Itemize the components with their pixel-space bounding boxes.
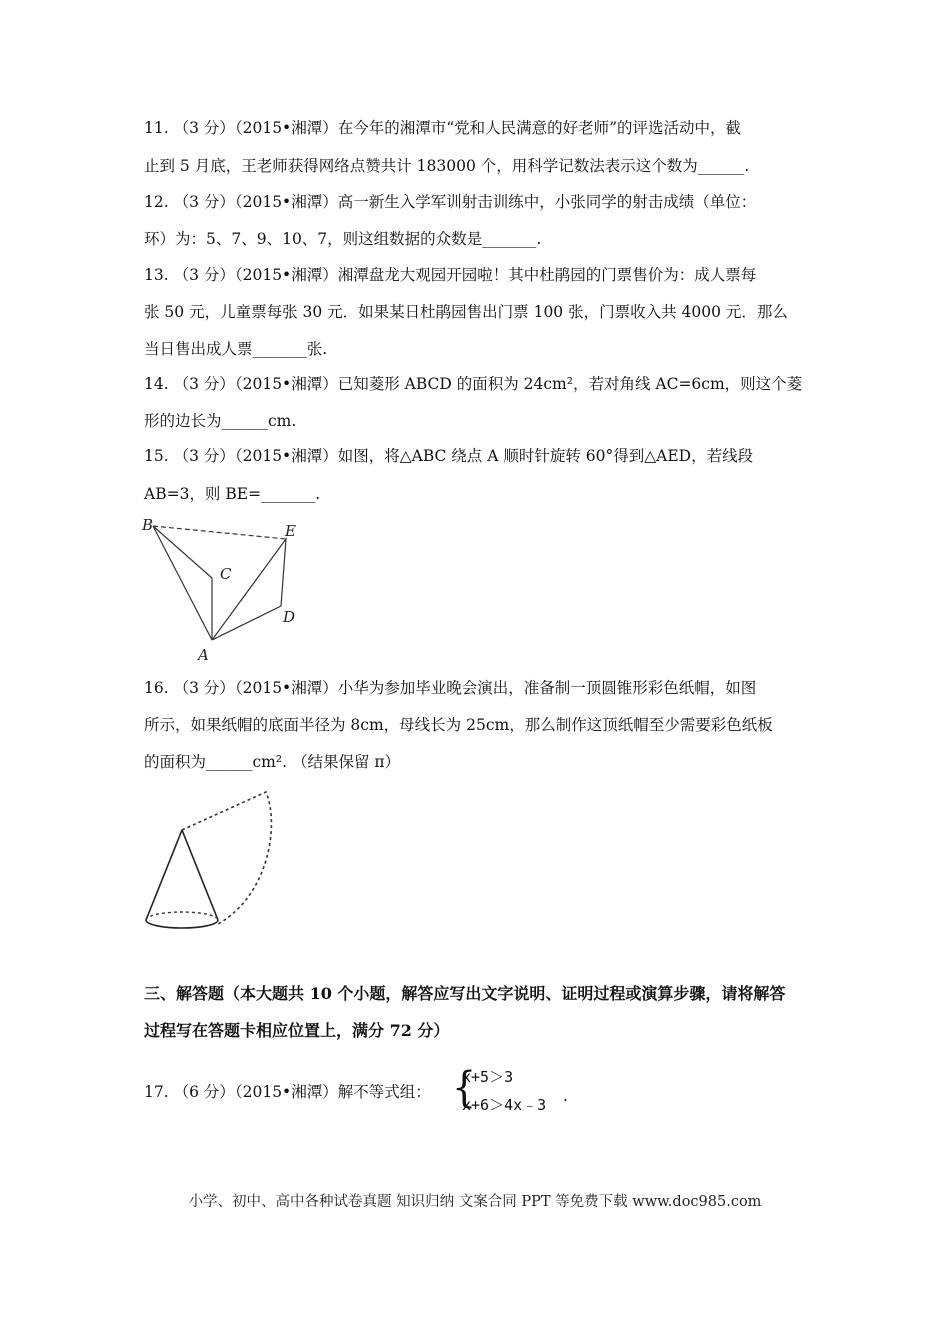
label-C: C — [220, 565, 232, 583]
q13-line3: 当日售出成人票_______张. — [144, 340, 328, 358]
q14-line1: 14. （3 分）（2015•湘潭）已知菱形 ABCD 的面积为 24cm²，若对角线 AC=6cm，则这个菱 — [144, 375, 803, 393]
q16-cone-figure — [138, 786, 278, 936]
q13-line1: 13. （3 分）（2015•湘潭）湘潭盘龙大观园开园啦！其中杜鹃园的门票售价为：成人票每 — [144, 266, 757, 284]
cone-base-back — [146, 912, 218, 920]
q14-line2: 形的边长为______cm. — [144, 412, 297, 430]
label-A: A — [198, 646, 209, 664]
section3-line2: 过程写在答题卡相应位置上，满分 72 分） — [144, 1021, 450, 1040]
q17-inequality-1: x+5＞3 — [462, 1068, 514, 1086]
q16-line1: 16. （3 分）（2015•湘潭）小华为参加毕业晚会演出，准备制一顶圆锥形彩色纸帽，如图 — [144, 679, 757, 697]
label-D: D — [283, 608, 296, 626]
q16-line3: 的面积为______cm². （结果保留 π） — [144, 753, 401, 771]
cone-right-side — [182, 830, 218, 920]
triangle-ABC — [153, 526, 212, 640]
section3-line1: 三、解答题（本大题共 10 个小题，解答应写出文字说明、证明过程或演算步骤，请将解答 — [144, 984, 786, 1003]
label-B: B — [142, 516, 154, 534]
sector-outline — [182, 792, 271, 924]
q13-line2: 张 50 元，儿童票每张 30 元．如果某日杜鹃园售出门票 100 张，门票收入共 4000 元．那么 — [144, 303, 788, 321]
footer: 小学、初中、高中各种试卷真题 知识归纳 文案合同 PPT 等免费下载 www.doc985.com — [188, 1194, 762, 1210]
q12-line1: 12. （3 分）（2015•湘潭）高一新生入学军训射击训练中，小张同学的射击成绩（单位： — [144, 193, 757, 211]
cone-left-side — [146, 830, 182, 920]
q15-figure — [138, 512, 308, 668]
triangle-AED — [212, 539, 286, 640]
cone-base-front — [146, 920, 218, 928]
q12-line2: 环）为：5、7、9、10、7，则这组数据的众数是_______. — [144, 230, 542, 248]
system-brace: { — [452, 1062, 477, 1112]
q17-inequality-2: x+6＞4x﹣3 — [462, 1096, 547, 1114]
q15-line2: AB=3，则 BE=_______. — [144, 485, 321, 503]
q16-line2: 所示，如果纸帽的底面半径为 8cm，母线长为 25cm，那么制作这顶纸帽至少需要彩色纸板 — [144, 716, 773, 734]
q15-line1: 15. （3 分）（2015•湘潭）如图，将△ABC 绕点 A 顺时针旋转 60°得到△AED，若线段 — [144, 447, 754, 465]
segment-BE — [153, 526, 286, 539]
q11-line2: 止到 5 月底，王老师获得网络点赞共计 183000 个，用科学记数法表示这个数为______. — [144, 157, 750, 175]
q17-suffix: . — [563, 1087, 568, 1105]
q11-line1: 11. （3 分）（2015•湘潭）在今年的湘潭市“党和人民满意的好老师”的评选活动中，截 — [144, 119, 742, 137]
label-E: E — [285, 522, 296, 540]
q17-prefix: 17. （6 分）（2015•湘潭）解不等式组： — [144, 1083, 431, 1101]
